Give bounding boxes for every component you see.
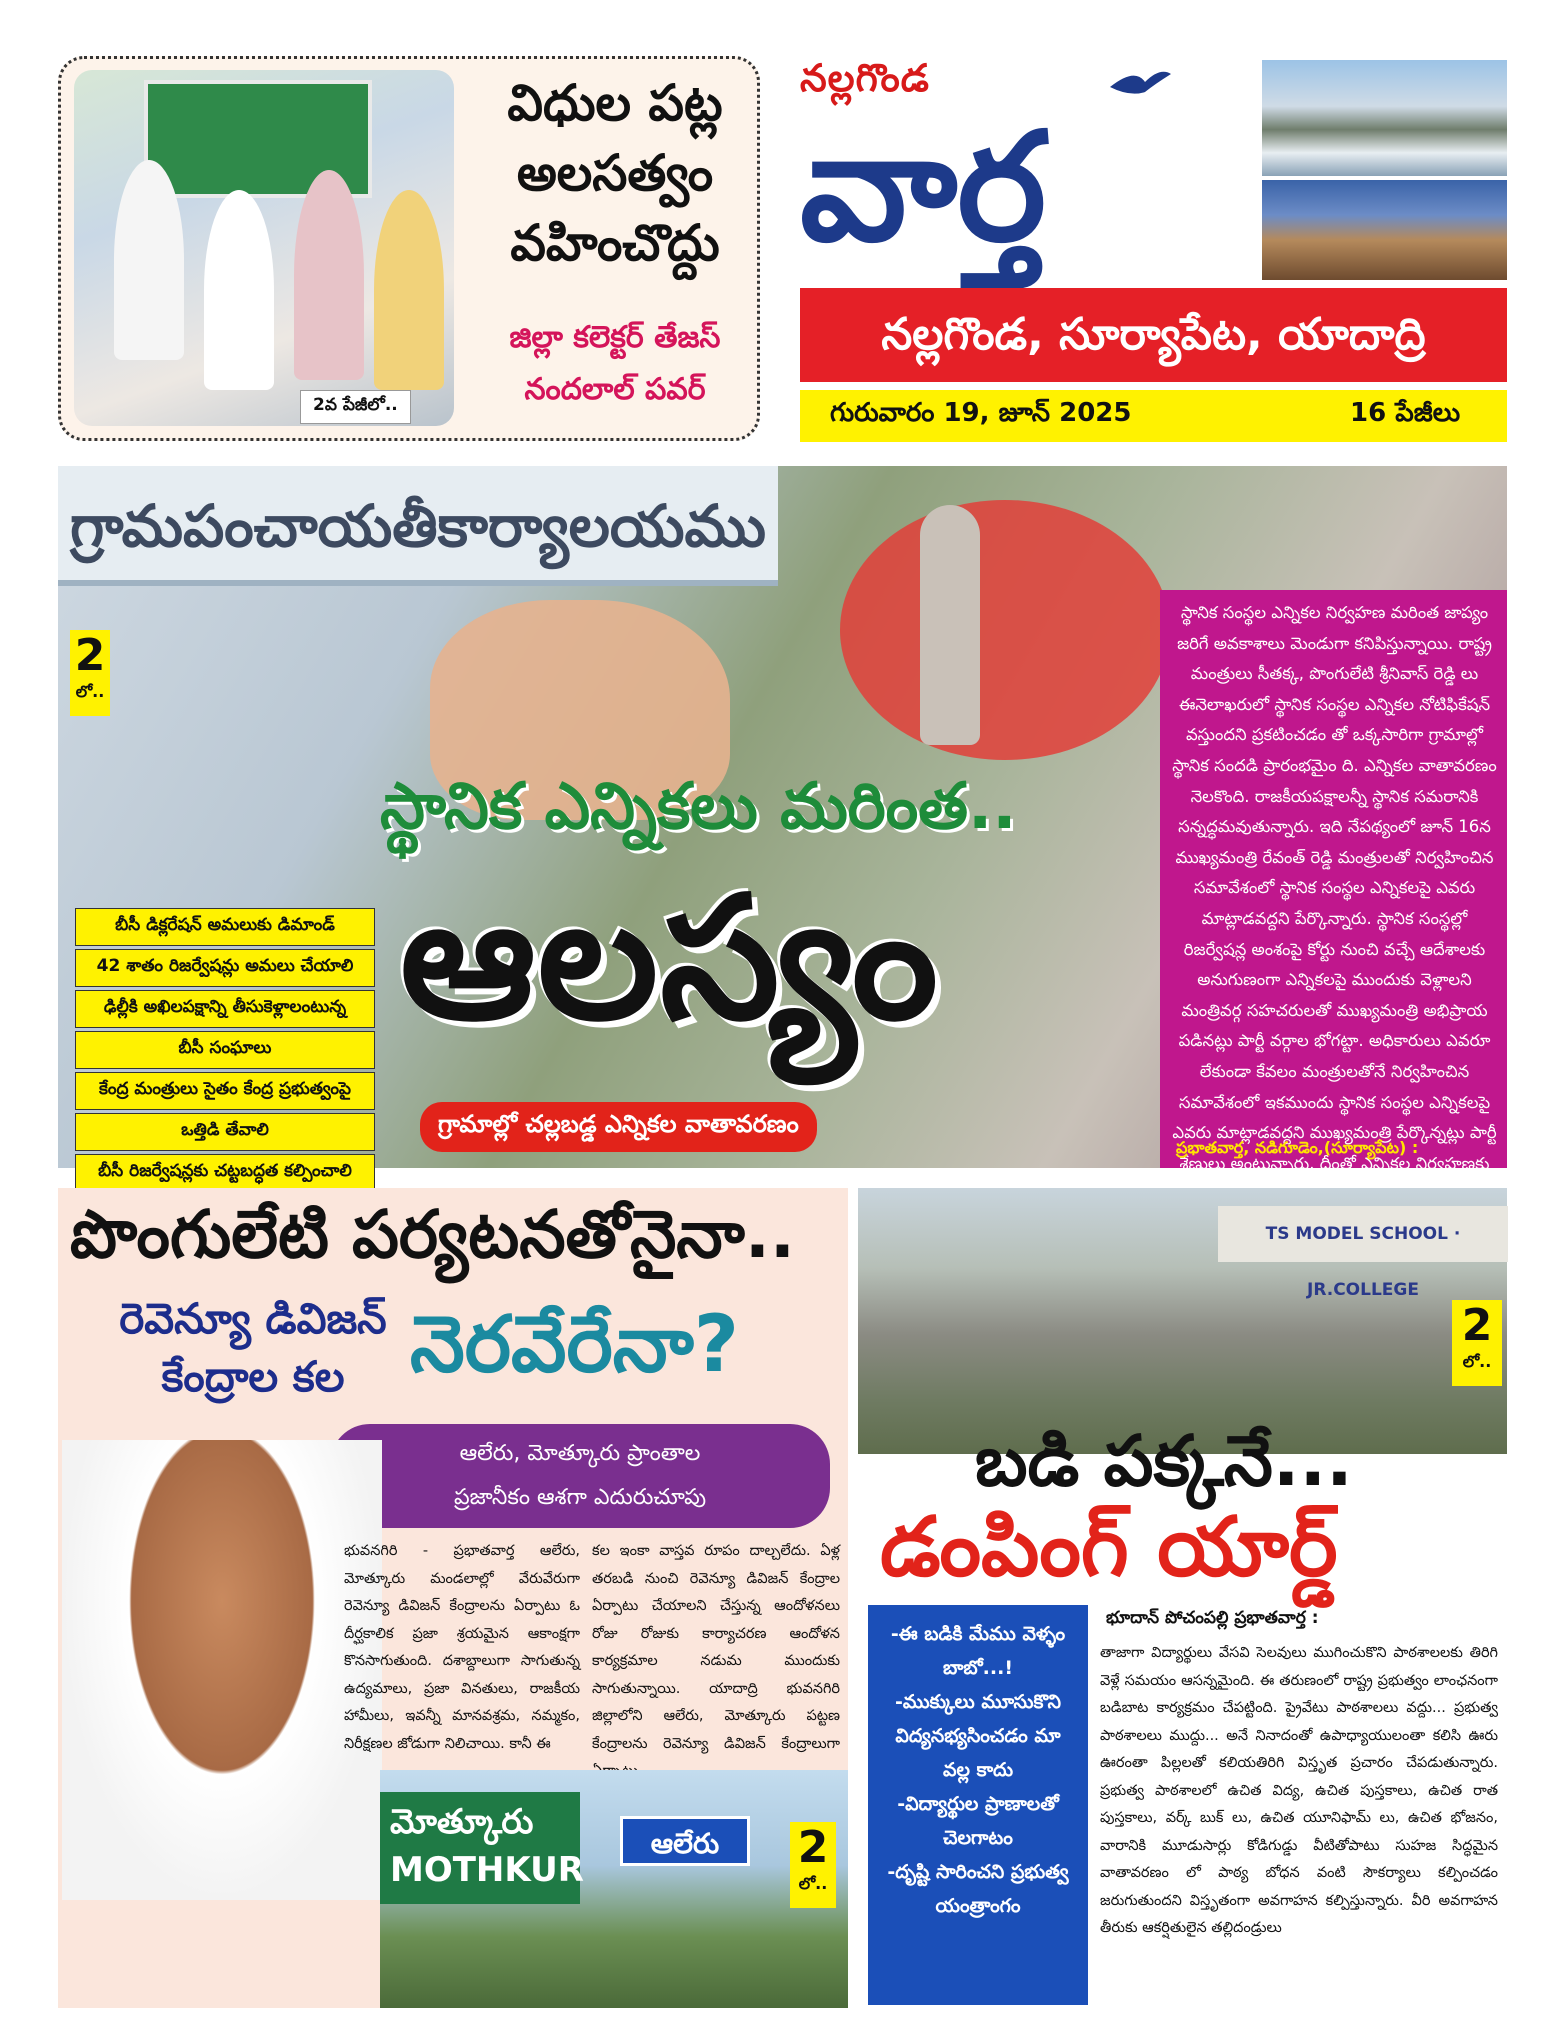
main-story-body: స్థానిక సంస్థల ఎన్నికల నిర్వహణ మరింత జాప్యం జరిగే అవకాశాలు మెండుగా కనిపిస్తున్నాయి. రాష్ట్ర మంత్రులు సీతక్క, పొంగులేటి శ్రీనివాస్ రెడ్డి లు ఈనెలాఖరులో స్థానిక సంస్థల ఎన్నికల నోటిఫికేషన్ వస్తుందని ప్రకటించడం తో ఒక్కసారిగా గ్రామాల్లో స్థానిక సందడి ప్రారంభమైం ది. ఎన్నికల వాతావరణం నెలకొంది. రాజకీయపక్షాలన్నీ స్థానిక సమరానికి సన్నద్ధమవుతున్నారు. ఇది నేపథ్యంలో జూన్ 16న ముఖ్యమంత్రి రేవంత్ రెడ్డి మంత్రులతో నిర్వహించిన సమావేశంలో స్థానిక సంస్థల ఎన్నికలపై ఎవరు మాట్లాడవద్దని పేర్కొన్నారు. స్థానిక సంస్థల్లో రిజర్వేషన్ల అంశంపై కోర్టు నుంచి వచ్చే ఆదేశాలకు అనుగుణంగా ఎన్నికలపై ముందుకు వెళ్లాలని మంత్రివర్గ సహచరులతో ముఖ్యమంత్రి అభిప్రాయ పడినట్లు పార్టీ వర్గాల భోగట్టా. అధికారులు ఎవరూ లేకుండా కేవలం మంత్రులతోనే నిర్వహించిన సమావేశంలో ఇకముందు స్థానిక సంస్థల ఎన్నికలపై ఎవరు మాట్లాడవద్దని ముఖ్యమంత్రి పేర్కొన్నట్లు పార్టీ శ్రేణులు అంటున్నారు. దీంతో ఎన్నికల నిర్వహణకు: [1172, 603, 1497, 1173]
bullet-item: ఢిల్లీకి అఖిలపక్షాన్ని తీసుకెళ్లాలంటున్న: [75, 990, 375, 1028]
bullet-item: బీసీ రిజర్వేషన్లకు చట్టబద్ధత కల్పించాలి: [75, 1154, 375, 1192]
masthead-photo-temple: [1262, 180, 1507, 280]
teaser-sub-1: జిల్లా కలెక్టర్ తేజస్: [509, 320, 721, 355]
revenue-pill: [330, 1424, 830, 1528]
panchayat-sign: గ్రామపంచాయతీకార్యాలయము: [58, 466, 778, 586]
quote-line: -ముక్కులు మూసుకొని: [895, 1691, 1061, 1713]
revenue-page-ref-num: 2: [797, 1822, 829, 1873]
quote-line: -ఈ బడికి మేము వెళ్ళం: [890, 1623, 1066, 1645]
masthead-districts: నల్లగొండ, సూర్యాపేట, యాదాద్రి: [800, 288, 1507, 382]
bird-icon: [1105, 62, 1175, 102]
dump-page-ref[interactable]: [1452, 1300, 1502, 1386]
quote-line: బాబో...!: [943, 1657, 1013, 1679]
teaser-sub-2: నందలాల్ పవర్: [524, 372, 706, 407]
teaser-headline-1: విధుల పట్ల: [507, 74, 723, 132]
revenue-headline: పొంగులేటి పర్యటనతోనైనా..: [70, 1196, 796, 1273]
revenue-page-ref[interactable]: [790, 1822, 836, 1908]
quote-line: -విద్యార్థుల ప్రాణాలతో: [897, 1793, 1059, 1815]
mothkur-sign-english: MOTHKUR: [390, 1850, 584, 1890]
mothkur-sign: [380, 1792, 584, 1904]
mothkur-sign-telugu: మోత్కూరు: [390, 1802, 534, 1842]
telangana-map-graphic: [840, 500, 1170, 760]
main-headline: ఆలస్యం: [400, 860, 940, 1058]
revenue-body-col2: కల ఇంకా వాస్తవ రూపం దాల్చలేదు. ఏళ్ల తరబడి నుంచి రెవెన్యూ డివిజన్ కేంద్రాల ఏర్పాటు చేయాలని చేస్తున్న ఆందోళనలు రోజు రోజుకు కార్యాచరణ ఆందోళన కార్యక్రమాల నడుమ ముందుకు సాగుతున్నాయి. యాదాద్రి భువనగిరి జిల్లాలోని ఆలేరు, మోత్కూరు పట్టణ కేంద్రాలను రెవెన్యూ డివిజన్ కేంద్రాలుగా: [592, 1543, 840, 1752]
main-subhead: గ్రామాల్లో చల్లబడ్డ ఎన్నికల వాతావరణం: [420, 1102, 817, 1152]
teaser-page-tag: 2వ పేజీలో..: [300, 390, 411, 424]
dump-quotes-box: [868, 1605, 1088, 2005]
revenue-body-col1: భువనగిరి - ప్రభాతవార్త ఆలేరు, మోత్కూరు మండలాల్లో వేరువేరుగా రెవెన్యూ డివిజన్ కేంద్రాలను ఏర్పాటు ఓ దీర్ఘకాలిక ప్రజా శ్రయమైన ఆకాంక్షగా కొనసాగుతుంది. దశాబ్దాలుగా సాగుతున్న ఉద్యమాలు, ప్రజా వినతులు, రాజకీయ హామీలు, ఇవన్నీ మానవశ్రమ, నమ్మకం, నిరీక్షణల జోడుగా నిలిచాయి. కానీ ఈ: [344, 1543, 580, 1752]
inked-finger-graphic: [920, 505, 980, 745]
issue-date: గురువారం 19, జూన్ 2025: [830, 398, 1132, 428]
main-page-ref[interactable]: [70, 630, 110, 716]
dump-page-ref-num: 2: [1461, 1300, 1493, 1351]
quote-line: చెలగాటం: [943, 1827, 1013, 1849]
teaser-photo: [74, 70, 454, 426]
masthead-photo-dam: [1262, 60, 1507, 176]
bullet-item: బీసీ డిక్లరేషన్ అమలుకు డిమాండ్: [75, 908, 375, 946]
page-count: 16 పేజీలు: [1350, 398, 1461, 428]
dump-body: తాజాగా విద్యార్థులు వేసవి సెలవులు ముగించుకొని పాఠశాలలకు తిరిగి వెళ్లే సమయం ఆసన్నమైంది. ఈ తరుణంలో రాష్ట్ర ప్రభుత్వం లాంఛనంగా బడిబాట కార్యక్రమం చేపట్టింది. ప్రైవేటు పాఠశాలలు వద్దు... ప్రభుత్వ పాఠశాలలు ముద్దు... అనే నినాదంతో ఉపాధ్యాయులంతా కలిసి ఊరు ఊరంతా పిల్లలతో కలియతిరిగి విస్తృత ప్రచారం చేపడుతున్నారు. ప్రభుత్వ పాఠశాలలో ఉచిత విద్య, ఉచిత పుస్తకాలు, ఉచిత రాత పుస్తకాలు, వర్క్ బుక్ లు, ఉచిత యూనిఫామ్ లు, ఉచిత భోజనం, వారానికి మూడుసార్లు కోడిగుడ్డు వీటితోపాటు సుహజ సిద్ధమైన వాతావరణం లో పాఠ్య బోధన వంటి సౌకర్యాలు కల్పించడం జరుగుతుందని విస్తృతంగా అవగాహన కల్పిస్తున్నారు. వీరి అవగాహన తీరుకు ఆకర్షితులైన తల్లిదండ్రులు: [1100, 1645, 1498, 1936]
teaser-headline-3: వహించొద్దు: [510, 214, 720, 272]
masthead-logo: వార్త: [800, 99, 1047, 275]
revenue-subhead: [88, 1290, 418, 1406]
school-sign: TS MODEL SCHOOL · JR.COLLEGE: [1218, 1206, 1508, 1262]
masthead-edition: నల్లగొండ: [800, 56, 930, 100]
bullet-item: 42 శాతం రిజర్వేషన్లు అమలు చేయాలి: [75, 949, 375, 987]
bullet-item: కేంద్ర మంత్రులు సైతం కేంద్ర ప్రభుత్వంపై: [75, 1072, 375, 1110]
quote-line: -దృష్టి సారించని ప్రభుత్వ: [887, 1861, 1069, 1883]
revenue-pill-2: ప్రజానీకం ఆశగా ఎదురుచూపు: [453, 1485, 707, 1510]
teaser-headline-2: అలసత్వం: [516, 144, 714, 202]
revenue-subhead-2: కేంద్రాల కల: [161, 1352, 345, 1401]
bullet-item: ఒత్తిడి తేవాలి: [75, 1113, 375, 1151]
dump-headline-2: డంపింగ్ యార్డ్: [880, 1500, 1338, 1595]
dump-headline-1: బడి పక్కనే...: [975, 1420, 1353, 1502]
main-kicker: స్థానిక ఎన్నికలు మరింత..: [380, 770, 1017, 844]
revenue-question: నెరవేరేనా?: [410, 1300, 740, 1390]
quote-line: విద్యనభ్యసించడం మా: [895, 1725, 1061, 1747]
minister-portrait: [62, 1440, 382, 1900]
revenue-pill-1: ఆలేరు, మోత్కూరు ప్రాంతాల: [459, 1441, 701, 1466]
quote-line: యంత్రాంగం: [935, 1895, 1021, 1917]
main-page-ref-num: 2: [74, 630, 106, 681]
aleru-sign: ఆలేరు: [620, 1816, 750, 1866]
revenue-page-ref-text: లో..: [798, 1874, 828, 1893]
main-page-ref-text: లో..: [75, 682, 105, 701]
dump-page-ref-text: లో..: [1462, 1352, 1492, 1371]
revenue-subhead-1: రెవెన్యూ డివిజన్: [119, 1294, 387, 1343]
bc-demands-list: [75, 908, 375, 1195]
dump-byline: భూదాన్ పోచంపల్లి ప్రభాతవార్త :: [1106, 1608, 1319, 1628]
quote-line: వల్ల కాదు: [942, 1759, 1014, 1781]
main-story-byline: ప్రభాతవార్త, నడిగూడెం,(సూర్యాపేట) :: [1176, 1138, 1419, 1157]
bullet-item: బీసీ సంఘాలు: [75, 1031, 375, 1069]
